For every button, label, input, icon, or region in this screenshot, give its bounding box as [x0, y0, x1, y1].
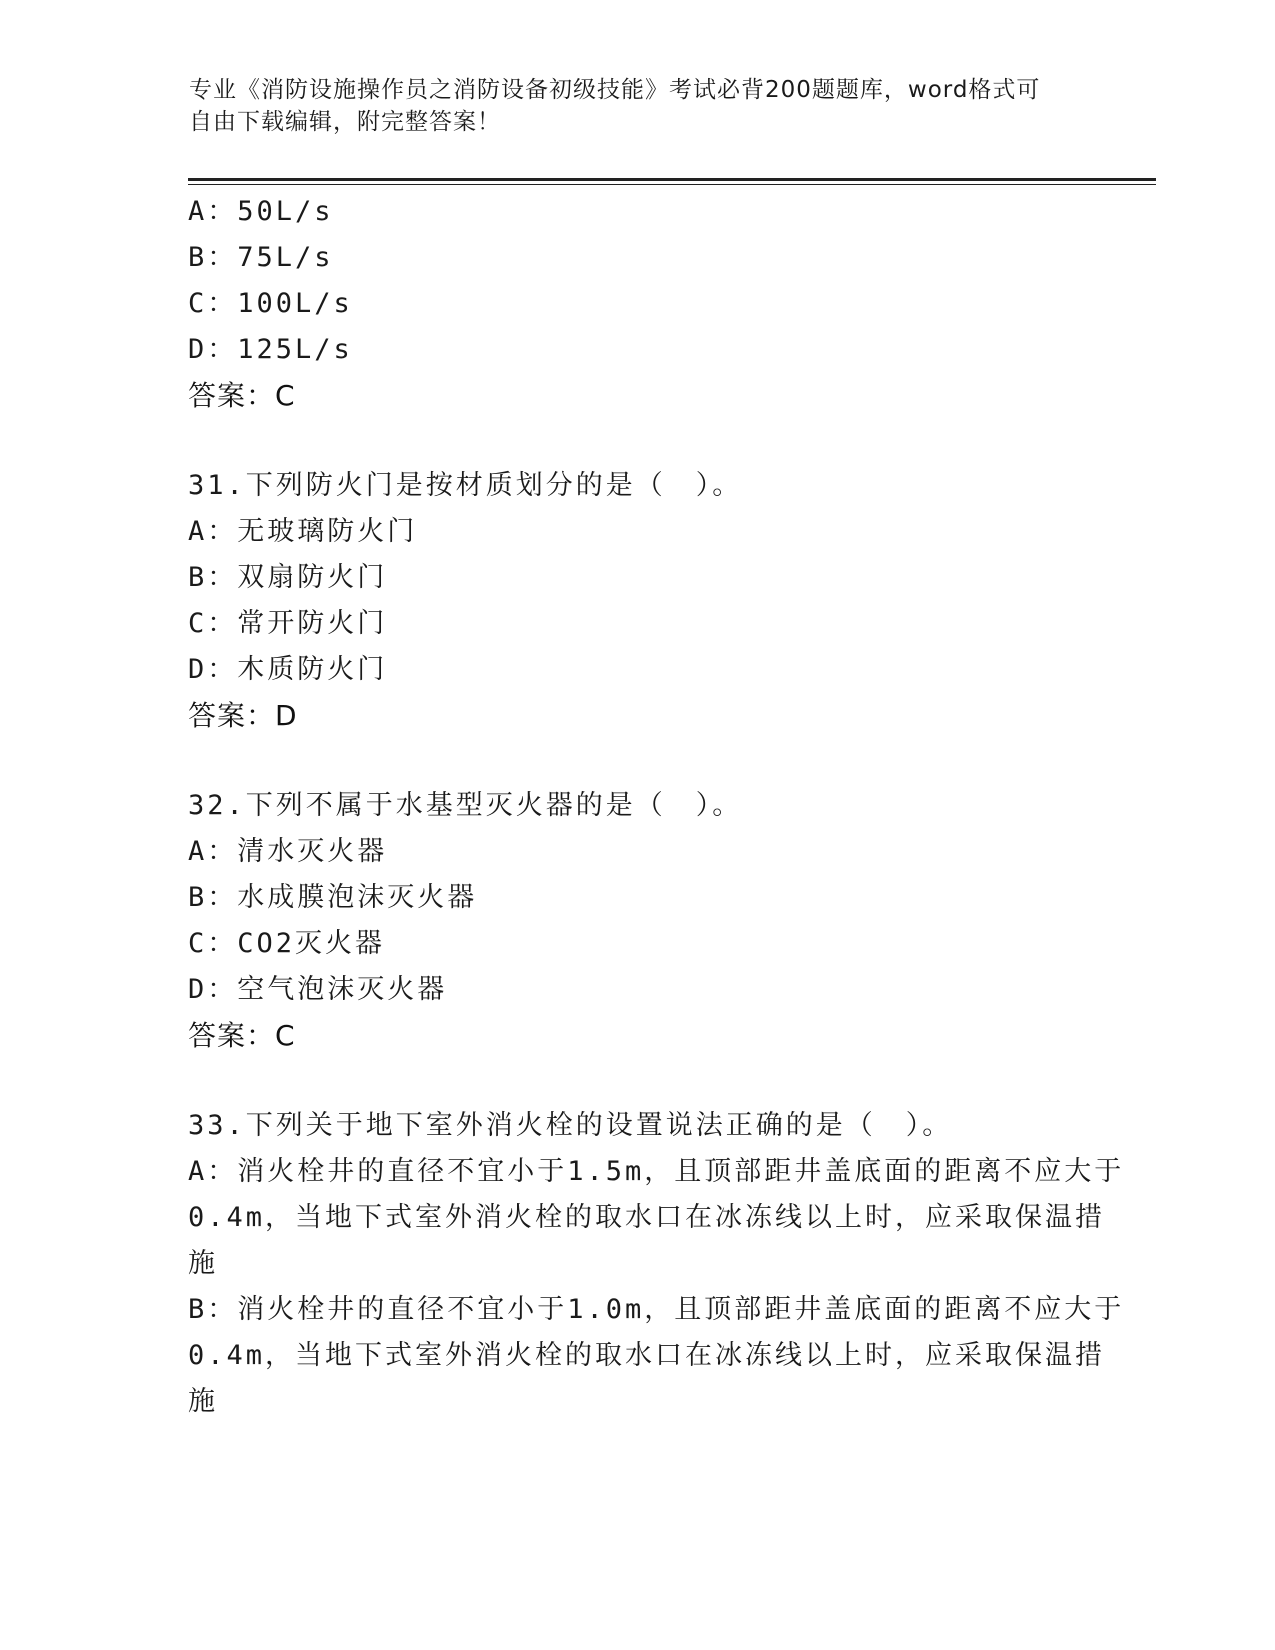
- answer-line: 答案：D: [188, 699, 298, 732]
- header-divider-thick: [188, 178, 1156, 181]
- option-a: A：50L/s: [188, 196, 334, 227]
- header-divider-thin: [188, 184, 1156, 185]
- option-a-line-2: 0.4m，当地下式室外消火栓的取水口在冰冻线以上时，应采取保温措: [188, 1202, 1106, 1233]
- option-b-line-3: 施: [188, 1386, 218, 1417]
- option-b: B：水成膜泡沫灭火器: [188, 882, 478, 913]
- option-d: D：空气泡沫灭火器: [188, 974, 448, 1005]
- header-line-2: 自由下载编辑，附完整答案！: [189, 109, 501, 135]
- option-b-line-1: B：消火栓井的直径不宜小于1.0m，且顶部距井盖底面的距离不应大于: [188, 1294, 1125, 1325]
- document-header: [189, 74, 1089, 138]
- option-a: A：无玻璃防火门: [188, 516, 418, 547]
- option-b-line-2: 0.4m，当地下式室外消火栓的取水口在冰冻线以上时，应采取保温措: [188, 1340, 1106, 1371]
- spacer: [188, 419, 1088, 463]
- option-d: D：125L/s: [188, 334, 353, 365]
- option-d: D：木质防火门: [188, 654, 388, 685]
- spacer: [188, 739, 1088, 783]
- question-32: [188, 783, 1088, 1059]
- question-list: [188, 189, 1125, 1425]
- option-b: B：75L/s: [188, 242, 334, 273]
- option-a-line-1: A：消火栓井的直径不宜小于1.5m，且顶部距井盖底面的距离不应大于: [188, 1156, 1125, 1187]
- option-c: C：CO2灭火器: [188, 928, 386, 959]
- option-a-line-3: 施: [188, 1248, 218, 1279]
- option-a: A：清水灭火器: [188, 836, 388, 867]
- answer-line: 答案：C: [188, 379, 296, 412]
- question-stem: 32.下列不属于水基型灭火器的是（ ）。: [188, 790, 743, 821]
- answer-line: 答案：C: [188, 1019, 296, 1052]
- question-33: [188, 1103, 1125, 1425]
- question-30: [188, 189, 1088, 419]
- question-stem: 33.下列关于地下室外消火栓的设置说法正确的是（ ）。: [188, 1110, 953, 1141]
- option-b: B：双扇防火门: [188, 562, 388, 593]
- spacer: [188, 1059, 1088, 1103]
- option-c: C：常开防火门: [188, 608, 388, 639]
- question-31: [188, 463, 1088, 739]
- header-line-1: 专业《消防设施操作员之消防设备初级技能》考试必背200题题库，word格式可: [189, 77, 1041, 103]
- question-stem: 31.下列防火门是按材质划分的是（ ）。: [188, 470, 743, 501]
- option-c: C：100L/s: [188, 288, 353, 319]
